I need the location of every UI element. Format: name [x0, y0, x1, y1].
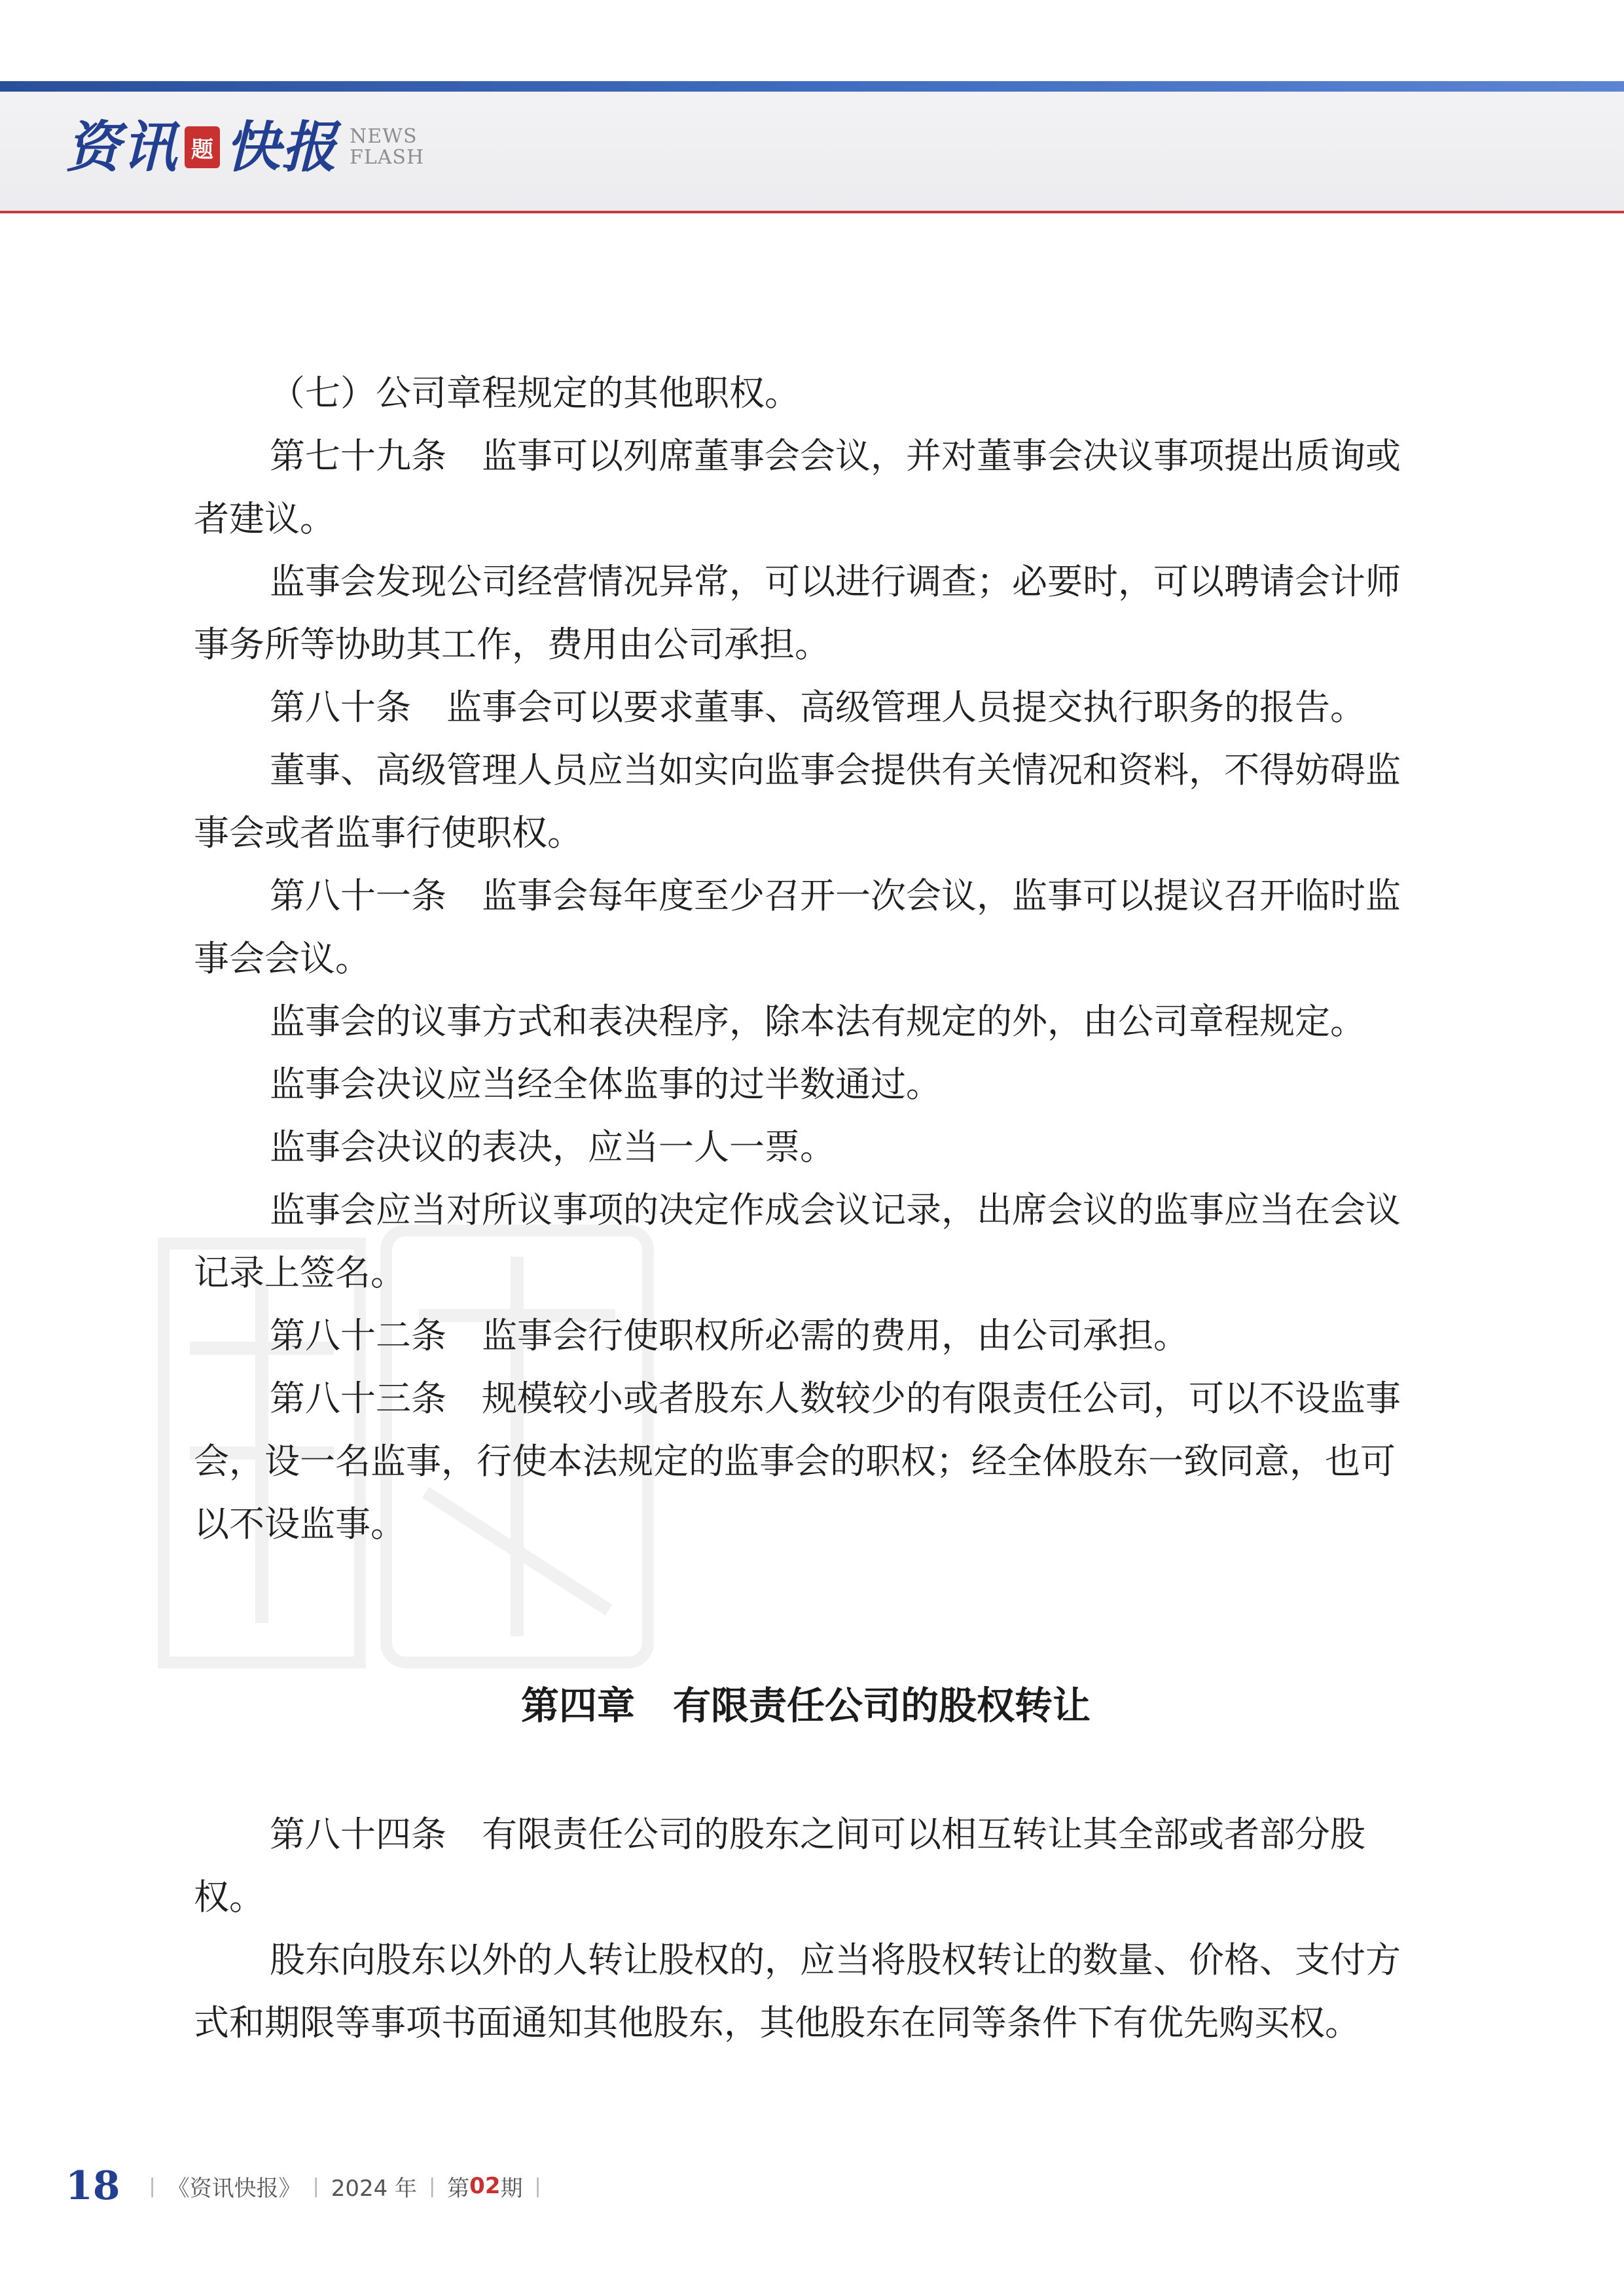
- footer-divider: |: [534, 2174, 541, 2198]
- masthead-logo: [65, 111, 424, 183]
- news-label: NEWS: [350, 125, 418, 148]
- paragraph: 董事、高级管理人员应当如实向监事会提供有关情况和资料，不得妨碍监事会或者监事行使职权。: [194, 749, 1401, 853]
- publication-year: 2024 年: [331, 2175, 418, 2202]
- paragraph: 第八十一条 监事会每年度至少召开一次会议，监事可以提议召开临时监事会会议。: [194, 875, 1401, 979]
- page-number: 18: [65, 2163, 120, 2209]
- header-blue-rule: [0, 81, 1624, 92]
- paragraph: 监事会应当对所议事项的决定作成会议记录，出席会议的监事应当在会议记录上签名。: [194, 1189, 1401, 1293]
- chapter-heading: 第四章 有限责任公司的股权转让: [520, 1683, 1091, 1728]
- paragraph: 监事会决议的表决，应当一人一票。: [270, 1126, 835, 1168]
- logo-text-part2: 快报: [225, 115, 338, 179]
- paragraph: 第七十九条 监事可以列席董事会会议，并对董事会决议事项提出质询或者建议。: [194, 435, 1401, 539]
- news-flash-label: [350, 126, 424, 168]
- logo-text-part1: 资讯: [65, 115, 179, 179]
- paragraph: （七）公司章程规定的其他职权。: [270, 372, 800, 414]
- issue-suffix: 期: [500, 2175, 523, 2202]
- paragraph: 第八十四条 有限责任公司的股东之间可以相互转让其全部或者部分股权。: [194, 1814, 1365, 1918]
- header-red-rule: [0, 211, 1624, 213]
- flash-label: FLASH: [350, 146, 425, 169]
- footer-divider: |: [429, 2174, 436, 2198]
- paragraph: 监事会的议事方式和表决程序，除本法有规定的外，由公司章程规定。: [270, 1001, 1365, 1042]
- paragraph: 监事会决议应当经全体监事的过半数通过。: [270, 1064, 941, 1105]
- paragraph: 第八十条 监事会可以要求董事、高级管理人员提交执行职务的报告。: [270, 687, 1365, 728]
- paragraph: 第八十二条 监事会行使职权所必需的费用，由公司承担。: [270, 1315, 1189, 1356]
- issue-number: 02: [469, 2173, 501, 2199]
- chapter-body: [194, 1803, 1418, 2054]
- seal-icon: 题: [185, 126, 220, 168]
- footer-divider: |: [149, 2174, 156, 2198]
- paragraph: 第八十三条 规模较小或者股东人数较少的有限责任公司，可以不设监事会，设一名监事，行使本法规定的监事会的职权；经全体股东一致同意，也可以不设监事。: [194, 1378, 1401, 1545]
- article-body: [194, 362, 1418, 1556]
- paragraph: 股东向股东以外的人转让股权的，应当将股权转让的数量、价格、支付方式和期限等事项书面通知其他股东，其他股东在同等条件下有优先购买权。: [194, 1939, 1401, 2043]
- publication-name: 《资讯快报》: [167, 2175, 301, 2202]
- page-header: [0, 0, 1624, 213]
- paragraph: 监事会发现公司经营情况异常，可以进行调查；必要时，可以聘请会计师事务所等协助其工作，费用由公司承担。: [194, 561, 1401, 665]
- page-footer: [65, 2160, 553, 2212]
- footer-divider: |: [312, 2174, 319, 2198]
- issue-prefix: 第: [447, 2175, 470, 2202]
